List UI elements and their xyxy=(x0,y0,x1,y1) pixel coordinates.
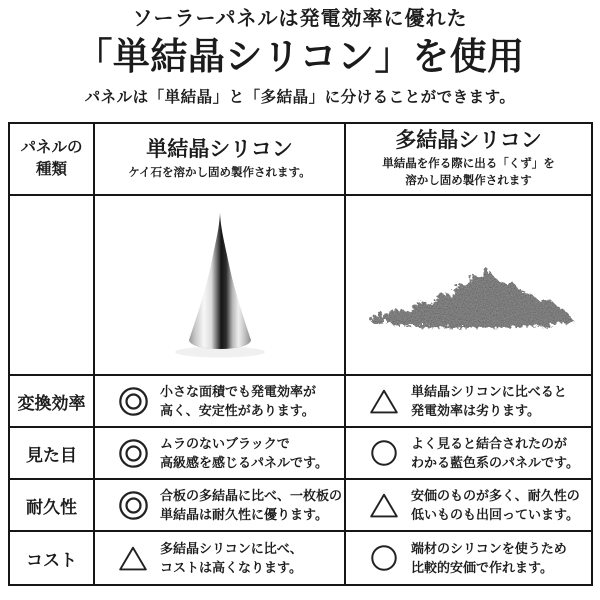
poly-durability-cell xyxy=(346,480,591,532)
heading-subtitle: パネルは「単結晶」と「多結晶」に分けることができます。 xyxy=(84,89,516,107)
mono-column-subtitle: ケイ石を溶かし固め製作されます。 xyxy=(128,166,311,179)
circle-icon xyxy=(368,544,400,572)
row-label-cost: コスト xyxy=(10,532,95,584)
monocrystalline-silicon-ingot-photo xyxy=(95,196,346,376)
triangle-icon xyxy=(368,388,400,415)
rating-text: 安価のものが多く、耐久性の 低いものも出回っています。 xyxy=(411,487,580,522)
mono-cost-cell xyxy=(95,532,346,584)
rating-text: 合板の多結晶に比べ、一枚板の 単結晶は耐久性に優ります。 xyxy=(160,487,343,522)
poly-conversion-efficiency-cell xyxy=(346,376,591,428)
heading-block xyxy=(0,6,600,107)
rating-text: ムラのないブラックで 高級感を感じるパネルです。 xyxy=(160,435,328,470)
double-circle-icon xyxy=(117,386,149,417)
rating-text: 端材のシリコンを使うため 比較的安価で作れます。 xyxy=(411,540,567,575)
column-header-polycrystalline xyxy=(346,124,591,196)
column-header-monocrystalline xyxy=(95,124,346,196)
double-circle-icon xyxy=(117,438,149,469)
heading-line-small: ソーラーパネルは発電効率に優れた xyxy=(132,8,468,30)
empty-photo-row-spacer xyxy=(10,196,95,376)
row-label-conversion-efficiency: 変換効率 xyxy=(10,376,95,428)
poly-column-title: 多結晶シリコン xyxy=(395,129,542,153)
row-label-durability: 耐久性 xyxy=(10,480,95,532)
rating-text: 多結晶シリコンに比べ、 コストは高くなります。 xyxy=(160,540,303,575)
mono-appearance-cell xyxy=(95,428,346,480)
silicon-gravel-pile-graphic xyxy=(361,238,576,333)
comparison-table xyxy=(8,122,593,586)
mono-durability-cell xyxy=(95,480,346,532)
circle-icon xyxy=(368,439,400,467)
poly-appearance-cell xyxy=(346,428,591,480)
heading-line-large: 「単結晶シリコン」を使用 xyxy=(75,36,525,77)
mono-column-title: 単結晶シリコン xyxy=(146,137,293,161)
poly-column-subtitle: 単結晶を作る際に出る「くず」を 溶かし固め製作されます xyxy=(382,158,555,188)
mono-conversion-efficiency-cell xyxy=(95,376,346,428)
polycrystalline-silicon-chunks-photo xyxy=(346,196,591,376)
triangle-icon xyxy=(368,492,400,519)
triangle-icon xyxy=(117,545,149,572)
rating-text: 小さな面積でも発電効率が 高く、安定性があります。 xyxy=(160,383,317,418)
row-label-appearance: 見た目 xyxy=(10,428,95,480)
rating-text: 単結晶シリコンに比べると 発電効率は劣ります。 xyxy=(411,383,567,418)
double-circle-icon xyxy=(117,490,149,521)
corner-header-panel-type: パネルの 種類 xyxy=(10,124,95,196)
silicon-cone-graphic xyxy=(165,210,275,360)
poly-cost-cell xyxy=(346,532,591,584)
rating-text: よく見ると結合されたのが わかる藍色系のパネルです。 xyxy=(411,435,579,470)
